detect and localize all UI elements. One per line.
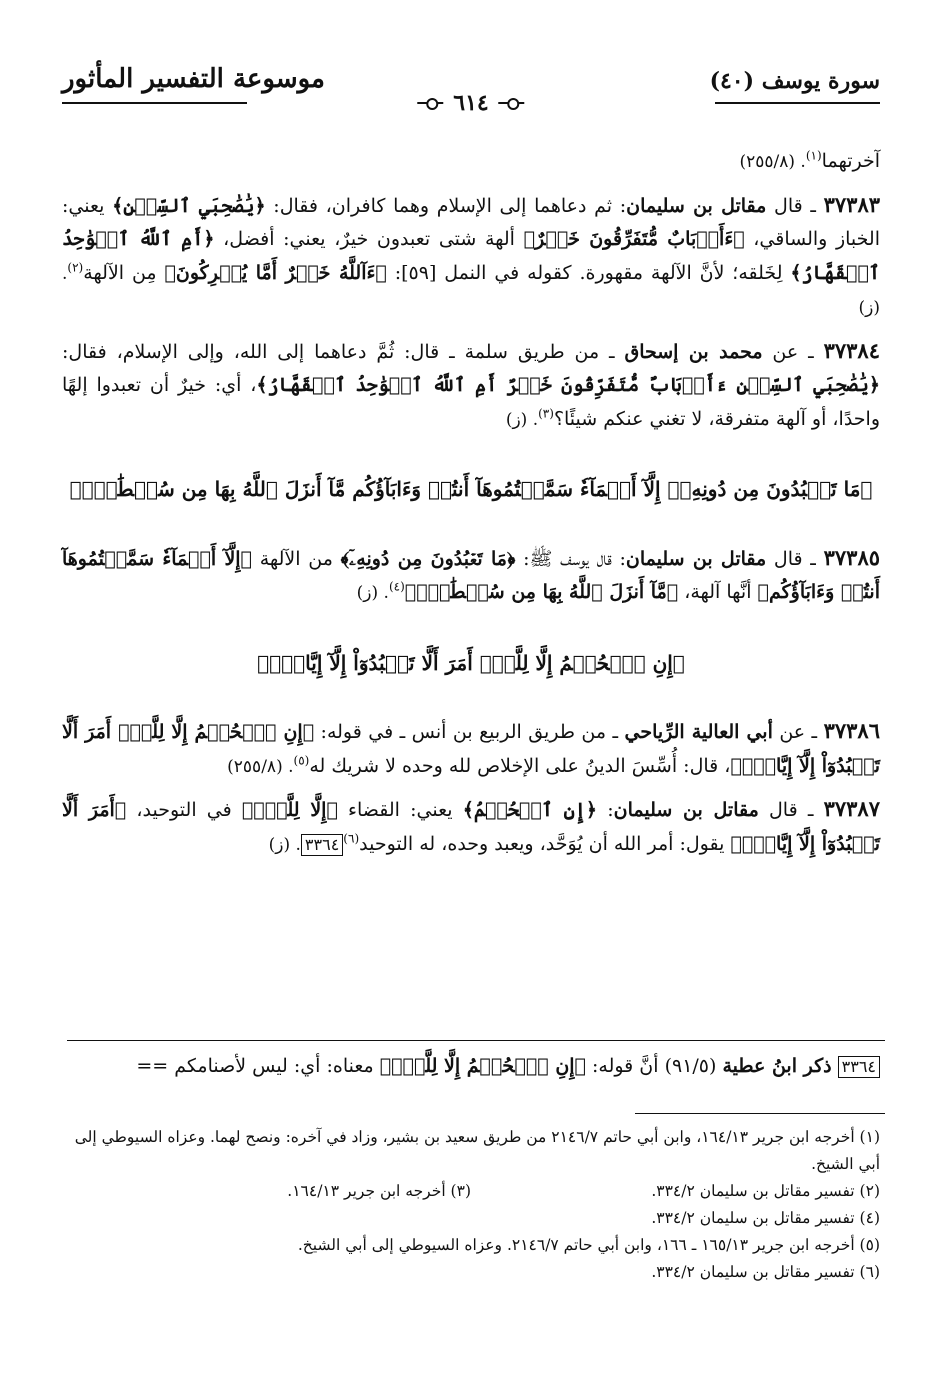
narration-text: ـ من طريق الربيع بن أنس ـ في قوله: (314, 721, 625, 743)
quran-quote: ﴿أَمِ ٱللَّهُ ٱلۡوَٰحِدُ ٱلۡقَهَّارُ﴾ (62, 228, 880, 284)
ornament-icon (417, 97, 443, 109)
footnote-marker: (٢) (67, 260, 84, 275)
ornament-icon (499, 97, 525, 109)
footnote-row (62, 1178, 880, 1205)
narrator-name: مقاتل بن سليمان (626, 194, 767, 217)
narration-text: : ثم دعاهما إلى الإسلام وهما كافران، فقال: (265, 194, 627, 217)
commentary-text: معناه: أي: ليس لأصنامكم == (136, 1055, 380, 1077)
narration-number: ٣٧٣٨٦ (823, 718, 880, 743)
narration-number: ٣٧٣٨٧ (823, 796, 880, 821)
separator-text: ـ قال (758, 799, 824, 821)
footnote-1: (١) أخرجه ابن جرير ١٦٤/١٣، وابن أبي حاتم ٢١٤٦/٧ من طريق سعيد بن بشير، وزاد في آخره: ونصح لهما. وعزاه السيوطي إلى أبي الشيخ. (74, 1128, 880, 1173)
separator-text: ـ قال (766, 194, 824, 217)
separator-text: ـ عن (762, 340, 824, 363)
narration-number: ٣٧٣٨٥ (823, 544, 881, 570)
footnote-4: (٤) تفسير مقاتل بن سليمان ٣٣٤/٢. (651, 1209, 880, 1227)
source-ref: . (ز) (268, 834, 301, 855)
narration-37386 (62, 714, 880, 784)
quran-quote: ﴿إِلَّا لِلَّهِۚ﴾ (241, 799, 338, 821)
commentary-note (30, 1049, 880, 1083)
note-box-marker: ٣٣٦٤ (301, 834, 343, 856)
narration-text: مِن الآلهة (83, 261, 165, 284)
narration-37387 (62, 792, 880, 862)
header-rule (715, 102, 880, 104)
page-number-block (417, 90, 524, 116)
quran-quote: ﴿مَا تَعۡبُدُونَ مِن دُونِهِۦٓ﴾ (340, 547, 516, 570)
footnote-marker: (٣) (538, 406, 554, 421)
narration-text: ، أي: خيرٌ أن تعبدوا إلهًا واحدًا، أو آلهة متفرقة، لا تغني عنكم شيئًا؟ (62, 374, 880, 430)
quran-quote: ﴿أَمَرَ أَلَّا تَعۡبُدُوٓاْ إِلَّآ إِيَّاهُۚ﴾ (62, 799, 880, 855)
source-ref: . (ز) (505, 409, 539, 430)
page-header (62, 62, 880, 124)
header-rule (62, 102, 247, 104)
narration-text: يعني: الخباز والساقي، (62, 194, 880, 250)
footnote-marker: (٥) (293, 753, 310, 768)
footnote-marker: (٦) (343, 831, 360, 846)
narration-text: في التوحيد، (126, 799, 242, 821)
comment-separator (67, 1040, 885, 1041)
footnote-5: (٥) أخرجه ابن جرير ١٦٥/١٣ ـ ١٦٦، وابن أبي حاتم ٢١٤٦/٧. وعزاه السيوطي إلى أبي الشيخ. (297, 1236, 880, 1254)
quran-quote: ﴿ءَأَرۡبَابٌ مُّتَفَرِّقُونَ خَيۡرٌ﴾ (523, 228, 745, 250)
narration-text: لِخَلقه؛ لأنَّ الآلهة مقهورة. كقوله في النمل [٥٩]: (386, 261, 791, 284)
commentary-text: (٩١/٥) أنَّ قوله: (585, 1055, 723, 1077)
narration-text: : (597, 799, 614, 821)
narration-37384 (62, 334, 880, 438)
intro-line (62, 145, 880, 180)
footnote-marker: (١) (805, 148, 822, 163)
sura-title: سورة يوسف (٤٠) (709, 68, 880, 94)
narrator-name: مقاتل بن سليمان (625, 547, 767, 570)
source-ref: . (ز) (62, 263, 880, 318)
quran-quote: ﴿إِنِ ٱلۡحُكۡمُ﴾ (462, 799, 598, 821)
narration-37383 (62, 188, 880, 326)
ayah-heading: ﴿إِنِ ٱلۡحُكۡمُ إِلَّا لِلَّهِۚ أَمَرَ أَلَّا تَعۡبُدُوٓاْ إِلَّآ إِيَّاهُۚ﴾ (257, 650, 685, 675)
separator-text: ـ عن (772, 721, 824, 743)
narration-text: أنَّها آلهة، (678, 581, 758, 603)
narrator-name: مقاتل بن سليمان (613, 799, 759, 821)
footnotes (62, 1124, 880, 1286)
page-number: ٦١٤ (453, 90, 489, 116)
narration-text: ، قال: أُسِّسَ الدينُ على الإخلاص لله وحده لا شريك له (309, 754, 731, 777)
volume-ref: . (٢٥٥/٨) (739, 152, 806, 172)
narrator-name: محمد بن إسحاق (624, 340, 763, 363)
quran-quote: ﴿يَٰصَٰحِبَيِ ٱلسِّجۡنِ ءَأَرۡبَابٌ مُّتَفَرِّقُونَ خَيۡرٌ أَمِ ٱللَّهُ ٱلۡوَٰحِدُ ٱلۡقَهَّارُ﴾ (256, 374, 880, 396)
narration-37385 (62, 541, 880, 611)
quran-quote: ﴿يَٰصَٰحِبَيِ ٱلسِّجۡنِ﴾ (112, 194, 266, 217)
narration-number: ٣٧٣٨٣ (823, 191, 881, 217)
note-box-label: ٣٣٦٤ (838, 1056, 880, 1078)
footnote-6: (٦) تفسير مقاتل بن سليمان ٣٣٤/٢. (651, 1263, 880, 1281)
commentator-name: ذكر ابنُ عطية (722, 1055, 832, 1077)
quran-quote: ﴿إِنِ ٱلۡحُكۡمُ إِلَّا لِلَّهِۚ أَمَرَ أَلَّا تَعۡبُدُوٓاْ إِلَّآ إِيَّاهُۚ﴾ (62, 721, 880, 777)
footnote-2: (٢) تفسير مقاتل بن سليمان ٣٣٤/٢. (651, 1182, 880, 1200)
narration-text: ألهة شتى تعبدون خيرٌ، يعني: أفضل، (214, 228, 524, 250)
quran-quote: ﴿إِنِ ٱلۡحُكۡمُ إِلَّا لِلَّهِۚ﴾ (379, 1055, 586, 1077)
narration-text: : قال يوسف ﷺ: (515, 547, 626, 570)
main-text (62, 145, 880, 870)
quran-quote: ﴿ءَآللَّهُ خَيۡرٌ أَمَّا يُشۡرِكُونَ﴾ (164, 261, 387, 284)
separator-text: ـ قال (766, 547, 824, 570)
narration-text: من الآلهة (251, 547, 341, 570)
ayah-heading: ﴿مَا تَعۡبُدُونَ مِن دُونِهِۦٓ إِلَّآ أَسۡمَآءٗ سَمَّيۡتُمُوهَآ أَنتُمۡ وَءَابَآؤُكُم مَّآ أَنزَلَ ٱللَّهُ بِهَا مِن سُلۡطَٰنٍۚ﴾ (69, 477, 873, 501)
narration-number: ٣٧٣٨٤ (823, 337, 880, 363)
volume-ref: . (٢٥٥/٨) (227, 756, 294, 777)
quran-quote: ﴿مَّآ أَنزَلَ ٱللَّهُ بِهَا مِن سُلۡطَٰنٍۚ﴾ (404, 581, 679, 603)
quran-quote: ﴿إِلَّآ أَسۡمَآءٗ سَمَّيۡتُمُوهَآ أَنتُمۡ وَءَابَآؤُكُم﴾ (62, 547, 880, 603)
narration-text: يقول: أمر الله أن يُوَحَّد، ويعبد وحده، له التوحيد (359, 832, 731, 855)
book-title: موسوعة التفسير المأثور (62, 64, 325, 94)
narrator-name: أبي العالية الرِّياحي (624, 721, 773, 743)
narration-text: ـ من طريق سلمة ـ قال: ثُمَّ دعاهما إلى الله، وإلى الإسلام، فقال: (62, 340, 625, 363)
footnote-separator (635, 1113, 885, 1114)
footnote-marker: (٤) (388, 579, 405, 594)
intro-text: آخرتهما (821, 150, 880, 172)
source-ref: . (ز) (356, 583, 389, 603)
narration-text: يعني: القضاء (337, 799, 463, 821)
footnote-3: (٣) أخرجه ابن جرير ١٦٤/١٣. (287, 1182, 471, 1200)
